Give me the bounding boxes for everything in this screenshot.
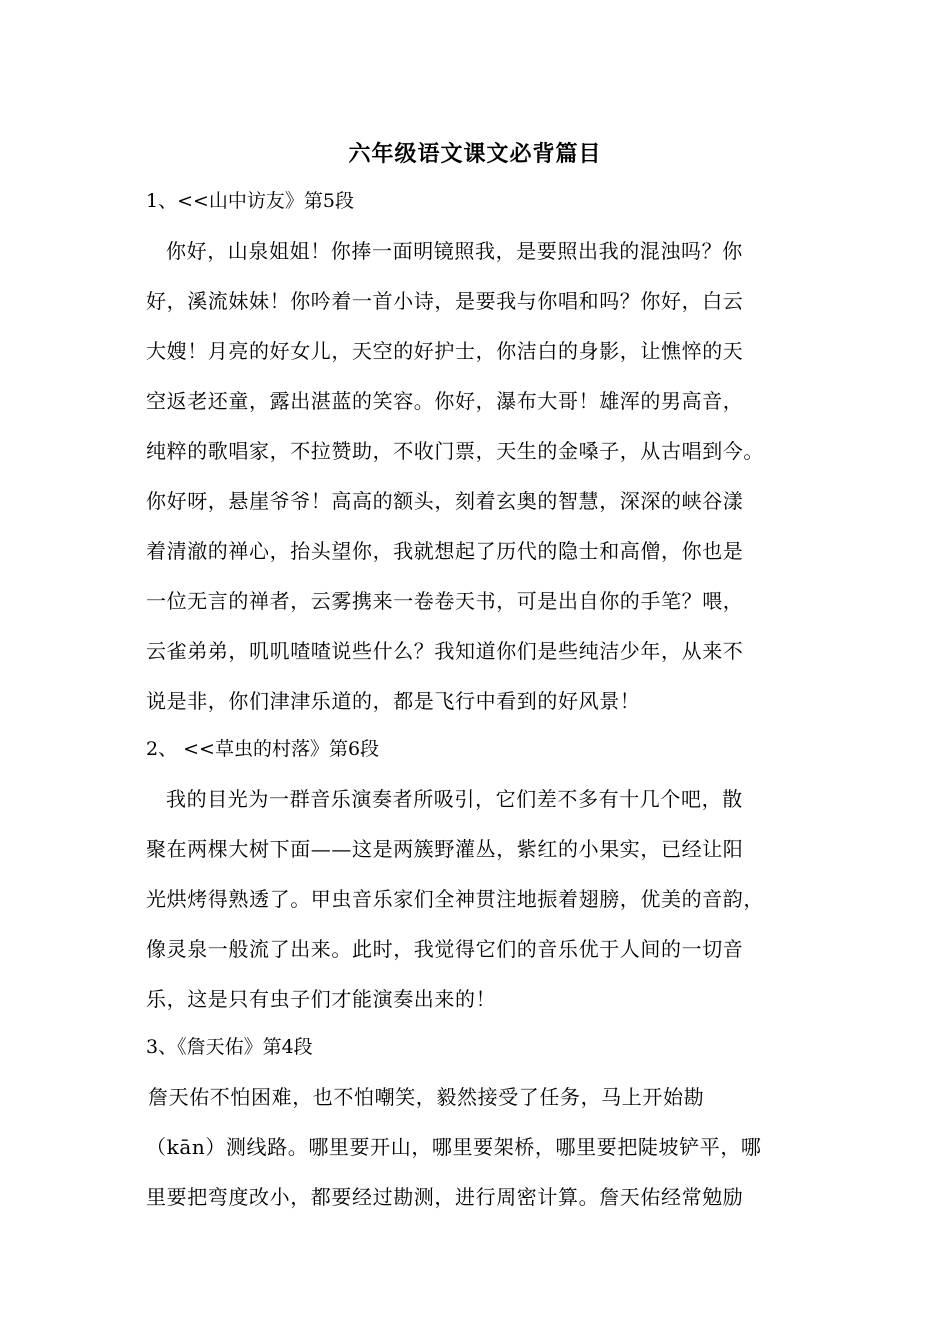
paragraph-line: 好，溪流妹妹！你吟着一首小诗，是要我与你唱和吗？你好，白云 [146,289,744,313]
paragraph-line: 詹天佑不怕困难，也不怕嘲笑，毅然接受了任务，马上开始勘 [148,1085,705,1109]
paragraph-line: 里要把弯度改小，都要经过勘测，进行周密计算。詹天佑经常勉励 [146,1185,744,1209]
page-title: 六年级语文课文必背篇目 [348,141,602,167]
paragraph-line: 一位无言的禅者，云雾携来一卷卷天书，可是出自你的手笔？喂， [146,589,744,613]
paragraph-line: 云雀弟弟，叽叽喳喳说些什么？我知道你们是些纯洁少年，从来不 [146,639,744,663]
paragraph-line: 着清澈的禅心，抬头望你，我就想起了历代的隐士和高僧，你也是 [146,539,744,563]
paragraph-line: 光烘烤得熟透了。甲虫音乐家们全神贯注地振着翅膀，优美的音韵， [146,887,764,911]
paragraph-line: 聚在两棵大树下面——这是两簇野灌丛，紫红的小果实，已经让阳 [146,837,744,861]
paragraph-line: 大嫂！月亮的好女儿，天空的好护士，你洁白的身影，让憔悴的天 [146,339,744,363]
section-heading-2: 2、 <<草虫的村落》第6段 [146,738,380,760]
paragraph-line: （kān）测线路。哪里要开山，哪里要架桥，哪里要把陡坡铲平，哪 [146,1135,762,1159]
paragraph-line: 你好呀，悬崖爷爷！高高的额头，刻着玄奥的智慧，深深的峡谷漾 [146,489,744,513]
paragraph-line: 像灵泉一般流了出来。此时，我觉得它们的音乐优于人间的一切音 [146,937,744,961]
paragraph-line: 乐，这是只有虫子们才能演奏出来的！ [146,987,497,1011]
section-heading-3: 3、《詹天佑》第4段 [146,1036,313,1058]
paragraph-line: 我的目光为一群音乐演奏者所吸引，它们差不多有十几个吧，散 [166,787,743,811]
paragraph-line: 你好，山泉姐姐！你捧一面明镜照我，是要照出我的混浊吗？你 [166,239,743,263]
paragraph-line: 纯粹的歌唱家，不拉赞助，不收门票，天生的金嗓子，从古唱到今。 [146,439,764,463]
section-heading-1: 1、<<山中访友》第5段 [146,190,355,212]
paragraph-line: 说是非，你们津津乐道的，都是飞行中看到的好风景！ [146,689,641,713]
paragraph-line: 空返老还童，露出湛蓝的笑容。你好，瀑布大哥！雄浑的男高音， [146,389,744,413]
